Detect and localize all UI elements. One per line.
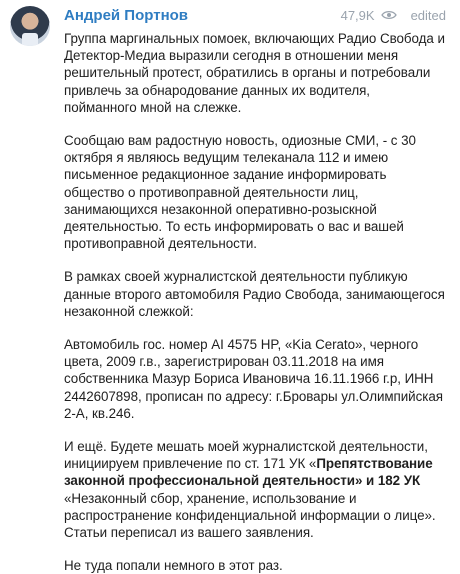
view-count: 47,9K bbox=[340, 7, 375, 23]
paragraph-6: Не туда попали немного в этот раз. bbox=[64, 558, 283, 574]
paragraph-3: В рамках своей журналистской деятельности публикую данные второго автомобиля Радио Свобода, занимающегося незаконной слежкой: bbox=[64, 269, 445, 319]
paragraph-4: Автомобиль гос. номер AI 4575 HP, «Kia Cerato», черного цвета, 2009 г.в., зарегистрирован 03.11.2018 на имя собственника Мазур Бориса Ивановича 16.11.1966 г.р, ИНН 2442607898, прописан по адресу: г.Бровары ул.Олимпийская 2-А, кв.246. bbox=[64, 337, 443, 421]
message-text bbox=[64, 30, 446, 574]
paragraph-2: Сообщаю вам радостную новость, одиозные СМИ, - с 30 октября я являюсь ведущим телеканала 112 и имею письменное редакционное задание информировать общество о противоправной деятельности лиц, занимающихся незаконной оперативно-розыскной деятельностью. То есть информировать о вас и вашей противоправной деятельности. bbox=[64, 133, 416, 252]
eye-icon bbox=[381, 10, 397, 20]
message-meta bbox=[341, 8, 446, 23]
paragraph-5 bbox=[64, 438, 446, 541]
edited-label: edited bbox=[410, 7, 446, 23]
paragraph-5-bold-article-182: » и 182 УК bbox=[354, 473, 421, 489]
paragraph-5-bold-article: Препятствование законной профессиональной деятельности bbox=[64, 456, 433, 489]
paragraph-1: Группа маргинальных помоек, включающих Радио Свобода и Детектор-Медиа выразили сегодня в отношении меня решительный протест, обратились в органы и потребовали привлечь за обнародование данных их водителя, пойманного мной на слежке. bbox=[64, 31, 445, 115]
message-header bbox=[64, 0, 446, 30]
paragraph-5-text-a: И ещё. Будете мешать моей журналистской деятельности, инициируем привлечение по ст. 171 УК « bbox=[64, 439, 428, 472]
paragraph-5-text-d: «Незаконный сбор, хранение, использование и распространение конфиденциальной информации о лице». Статьи переписал из вашего заявления. bbox=[64, 490, 436, 541]
author-name[interactable]: Андрей Портнов bbox=[64, 6, 189, 24]
author-avatar[interactable] bbox=[10, 6, 50, 46]
